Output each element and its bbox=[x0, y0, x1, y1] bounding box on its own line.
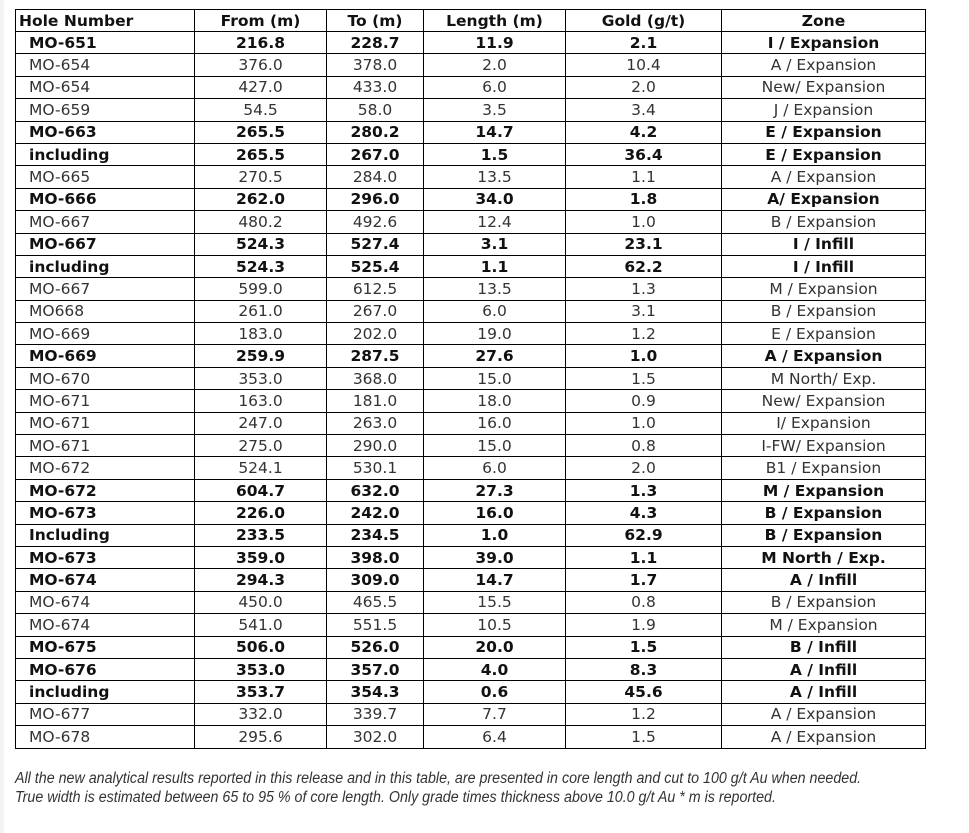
gold-cell: 1.1 bbox=[566, 546, 722, 568]
zone-cell: B / Expansion bbox=[722, 300, 926, 322]
gold-cell: 0.8 bbox=[566, 591, 722, 613]
length-cell: 27.6 bbox=[424, 345, 566, 367]
table-row bbox=[16, 614, 926, 636]
hole-number-cell: MO-665 bbox=[16, 166, 195, 188]
gold-cell: 23.1 bbox=[566, 233, 722, 255]
zone-cell: A / Expansion bbox=[722, 726, 926, 748]
from-cell: 524.1 bbox=[195, 457, 327, 479]
from-cell: 265.5 bbox=[195, 121, 327, 143]
to-cell: 525.4 bbox=[327, 255, 424, 277]
hole-number-cell: MO-651 bbox=[16, 32, 195, 54]
table-row bbox=[16, 546, 926, 568]
length-cell: 1.1 bbox=[424, 255, 566, 277]
gold-cell: 1.1 bbox=[566, 166, 722, 188]
to-cell: 632.0 bbox=[327, 479, 424, 501]
to-cell: 267.0 bbox=[327, 143, 424, 165]
table-row bbox=[16, 166, 926, 188]
hole-number-cell: Including bbox=[16, 524, 195, 546]
to-cell: 526.0 bbox=[327, 636, 424, 658]
to-cell: 284.0 bbox=[327, 166, 424, 188]
table-row bbox=[16, 390, 926, 412]
table-row bbox=[16, 188, 926, 210]
from-cell: 353.0 bbox=[195, 367, 327, 389]
to-cell: 551.5 bbox=[327, 614, 424, 636]
zone-cell: New/ Expansion bbox=[722, 390, 926, 412]
to-cell: 58.0 bbox=[327, 99, 424, 121]
zone-cell: A / Infill bbox=[722, 658, 926, 680]
to-cell: 202.0 bbox=[327, 323, 424, 345]
from-cell: 524.3 bbox=[195, 255, 327, 277]
zone-cell: I / Expansion bbox=[722, 32, 926, 54]
from-cell: 270.5 bbox=[195, 166, 327, 188]
hole-number-cell: including bbox=[16, 255, 195, 277]
zone-cell: B / Expansion bbox=[722, 502, 926, 524]
from-cell: 524.3 bbox=[195, 233, 327, 255]
zone-cell: J / Expansion bbox=[722, 99, 926, 121]
zone-cell: I/ Expansion bbox=[722, 412, 926, 434]
hole-number-cell: MO-669 bbox=[16, 323, 195, 345]
drill-results-table bbox=[15, 9, 926, 749]
hole-number-cell: MO-654 bbox=[16, 54, 195, 76]
to-cell: 181.0 bbox=[327, 390, 424, 412]
length-cell: 6.4 bbox=[424, 726, 566, 748]
from-cell: 295.6 bbox=[195, 726, 327, 748]
table-row bbox=[16, 479, 926, 501]
to-cell: 368.0 bbox=[327, 367, 424, 389]
table-row bbox=[16, 636, 926, 658]
hole-number-cell: MO-666 bbox=[16, 188, 195, 210]
zone-cell: B / Expansion bbox=[722, 524, 926, 546]
gold-cell: 2.0 bbox=[566, 76, 722, 98]
length-cell: 6.0 bbox=[424, 300, 566, 322]
zone-cell: E / Expansion bbox=[722, 143, 926, 165]
to-cell: 433.0 bbox=[327, 76, 424, 98]
table-row bbox=[16, 99, 926, 121]
table-row bbox=[16, 345, 926, 367]
from-cell: 450.0 bbox=[195, 591, 327, 613]
gold-cell: 1.7 bbox=[566, 569, 722, 591]
table-row bbox=[16, 524, 926, 546]
hole-number-cell: MO-676 bbox=[16, 658, 195, 680]
hole-number-cell: MO-670 bbox=[16, 367, 195, 389]
hole-number-cell: MO-671 bbox=[16, 390, 195, 412]
to-cell: 263.0 bbox=[327, 412, 424, 434]
zone-cell: B / Expansion bbox=[722, 591, 926, 613]
length-cell: 3.5 bbox=[424, 99, 566, 121]
from-cell: 216.8 bbox=[195, 32, 327, 54]
gold-cell: 4.2 bbox=[566, 121, 722, 143]
length-cell: 6.0 bbox=[424, 76, 566, 98]
to-cell: 492.6 bbox=[327, 211, 424, 233]
table-row bbox=[16, 367, 926, 389]
table-row bbox=[16, 726, 926, 748]
table-row bbox=[16, 233, 926, 255]
hole-number-cell: MO-674 bbox=[16, 614, 195, 636]
gold-cell: 3.4 bbox=[566, 99, 722, 121]
zone-cell: A / Expansion bbox=[722, 166, 926, 188]
gold-cell: 1.5 bbox=[566, 367, 722, 389]
to-cell: 378.0 bbox=[327, 54, 424, 76]
hole-number-cell: MO-671 bbox=[16, 435, 195, 457]
hole-number-cell: MO-673 bbox=[16, 546, 195, 568]
gold-cell: 3.1 bbox=[566, 300, 722, 322]
to-cell: 527.4 bbox=[327, 233, 424, 255]
table-row bbox=[16, 211, 926, 233]
hole-number-cell: MO-669 bbox=[16, 345, 195, 367]
zone-cell: A / Expansion bbox=[722, 345, 926, 367]
length-cell: 12.4 bbox=[424, 211, 566, 233]
to-cell: 280.2 bbox=[327, 121, 424, 143]
gold-cell: 1.8 bbox=[566, 188, 722, 210]
to-cell: 612.5 bbox=[327, 278, 424, 300]
header-hole-number: Hole Number bbox=[16, 10, 195, 32]
header-gold: Gold (g/t) bbox=[566, 10, 722, 32]
table-header-row bbox=[16, 10, 926, 32]
length-cell: 11.9 bbox=[424, 32, 566, 54]
zone-cell: M / Expansion bbox=[722, 479, 926, 501]
hole-number-cell: MO-672 bbox=[16, 479, 195, 501]
table-row bbox=[16, 300, 926, 322]
table-row bbox=[16, 658, 926, 680]
to-cell: 267.0 bbox=[327, 300, 424, 322]
zone-cell: A / Expansion bbox=[722, 703, 926, 725]
table-row bbox=[16, 435, 926, 457]
to-cell: 228.7 bbox=[327, 32, 424, 54]
table-row bbox=[16, 457, 926, 479]
gold-cell: 2.1 bbox=[566, 32, 722, 54]
length-cell: 39.0 bbox=[424, 546, 566, 568]
to-cell: 339.7 bbox=[327, 703, 424, 725]
header-zone: Zone bbox=[722, 10, 926, 32]
length-cell: 2.0 bbox=[424, 54, 566, 76]
table-row bbox=[16, 76, 926, 98]
length-cell: 1.0 bbox=[424, 524, 566, 546]
hole-number-cell: MO668 bbox=[16, 300, 195, 322]
hole-number-cell: MO-678 bbox=[16, 726, 195, 748]
header-from: From (m) bbox=[195, 10, 327, 32]
gold-cell: 62.2 bbox=[566, 255, 722, 277]
zone-cell: A / Expansion bbox=[722, 54, 926, 76]
gold-cell: 1.9 bbox=[566, 614, 722, 636]
from-cell: 353.7 bbox=[195, 681, 327, 703]
zone-cell: A / Infill bbox=[722, 569, 926, 591]
zone-cell: E / Expansion bbox=[722, 323, 926, 345]
gold-cell: 10.4 bbox=[566, 54, 722, 76]
hole-number-cell: MO-677 bbox=[16, 703, 195, 725]
length-cell: 19.0 bbox=[424, 323, 566, 345]
from-cell: 294.3 bbox=[195, 569, 327, 591]
to-cell: 296.0 bbox=[327, 188, 424, 210]
header-to: To (m) bbox=[327, 10, 424, 32]
from-cell: 226.0 bbox=[195, 502, 327, 524]
to-cell: 354.3 bbox=[327, 681, 424, 703]
from-cell: 183.0 bbox=[195, 323, 327, 345]
length-cell: 3.1 bbox=[424, 233, 566, 255]
to-cell: 234.5 bbox=[327, 524, 424, 546]
length-cell: 10.5 bbox=[424, 614, 566, 636]
from-cell: 233.5 bbox=[195, 524, 327, 546]
table-row bbox=[16, 121, 926, 143]
length-cell: 15.0 bbox=[424, 435, 566, 457]
to-cell: 290.0 bbox=[327, 435, 424, 457]
hole-number-cell: MO-667 bbox=[16, 278, 195, 300]
zone-cell: M / Expansion bbox=[722, 614, 926, 636]
from-cell: 376.0 bbox=[195, 54, 327, 76]
from-cell: 163.0 bbox=[195, 390, 327, 412]
gold-cell: 8.3 bbox=[566, 658, 722, 680]
table-body bbox=[16, 32, 926, 749]
from-cell: 54.5 bbox=[195, 99, 327, 121]
zone-cell: New/ Expansion bbox=[722, 76, 926, 98]
zone-cell: E / Expansion bbox=[722, 121, 926, 143]
length-cell: 13.5 bbox=[424, 278, 566, 300]
table-row bbox=[16, 323, 926, 345]
zone-cell: I / Infill bbox=[722, 233, 926, 255]
hole-number-cell: MO-672 bbox=[16, 457, 195, 479]
from-cell: 427.0 bbox=[195, 76, 327, 98]
from-cell: 599.0 bbox=[195, 278, 327, 300]
from-cell: 506.0 bbox=[195, 636, 327, 658]
table-row bbox=[16, 681, 926, 703]
gold-cell: 62.9 bbox=[566, 524, 722, 546]
zone-cell: A / Infill bbox=[722, 681, 926, 703]
length-cell: 6.0 bbox=[424, 457, 566, 479]
length-cell: 1.5 bbox=[424, 143, 566, 165]
length-cell: 0.6 bbox=[424, 681, 566, 703]
length-cell: 13.5 bbox=[424, 166, 566, 188]
from-cell: 247.0 bbox=[195, 412, 327, 434]
from-cell: 541.0 bbox=[195, 614, 327, 636]
length-cell: 4.0 bbox=[424, 658, 566, 680]
length-cell: 15.5 bbox=[424, 591, 566, 613]
hole-number-cell: MO-667 bbox=[16, 233, 195, 255]
length-cell: 14.7 bbox=[424, 569, 566, 591]
table-row bbox=[16, 54, 926, 76]
table-row bbox=[16, 502, 926, 524]
length-cell: 16.0 bbox=[424, 412, 566, 434]
hole-number-cell: MO-663 bbox=[16, 121, 195, 143]
hole-number-cell: MO-675 bbox=[16, 636, 195, 658]
zone-cell: M North/ Exp. bbox=[722, 367, 926, 389]
length-cell: 15.0 bbox=[424, 367, 566, 389]
gold-cell: 1.2 bbox=[566, 703, 722, 725]
zone-cell: B / Expansion bbox=[722, 211, 926, 233]
hole-number-cell: MO-673 bbox=[16, 502, 195, 524]
from-cell: 265.5 bbox=[195, 143, 327, 165]
from-cell: 259.9 bbox=[195, 345, 327, 367]
hole-number-cell: MO-674 bbox=[16, 569, 195, 591]
gold-cell: 0.9 bbox=[566, 390, 722, 412]
length-cell: 14.7 bbox=[424, 121, 566, 143]
table-row bbox=[16, 569, 926, 591]
from-cell: 332.0 bbox=[195, 703, 327, 725]
length-cell: 20.0 bbox=[424, 636, 566, 658]
hole-number-cell: MO-667 bbox=[16, 211, 195, 233]
footnote: All the new analytical results reported in this release and in this table, are presented in core length and cut to 100 g/t Au when needed. True width is estimated between 65 to 95 % of core length. Only grade times thickness above 10.0 g/t Au * m is reported. bbox=[15, 770, 862, 806]
length-cell: 18.0 bbox=[424, 390, 566, 412]
from-cell: 261.0 bbox=[195, 300, 327, 322]
to-cell: 465.5 bbox=[327, 591, 424, 613]
from-cell: 604.7 bbox=[195, 479, 327, 501]
gold-cell: 1.2 bbox=[566, 323, 722, 345]
to-cell: 398.0 bbox=[327, 546, 424, 568]
gold-cell: 45.6 bbox=[566, 681, 722, 703]
zone-cell: M / Expansion bbox=[722, 278, 926, 300]
table-row bbox=[16, 32, 926, 54]
length-cell: 27.3 bbox=[424, 479, 566, 501]
table-row bbox=[16, 255, 926, 277]
to-cell: 242.0 bbox=[327, 502, 424, 524]
length-cell: 34.0 bbox=[424, 188, 566, 210]
gold-cell: 0.8 bbox=[566, 435, 722, 457]
gold-cell: 2.0 bbox=[566, 457, 722, 479]
to-cell: 309.0 bbox=[327, 569, 424, 591]
zone-cell: A/ Expansion bbox=[722, 188, 926, 210]
gold-cell: 1.3 bbox=[566, 278, 722, 300]
from-cell: 359.0 bbox=[195, 546, 327, 568]
zone-cell: B / Infill bbox=[722, 636, 926, 658]
header-length: Length (m) bbox=[424, 10, 566, 32]
table-row bbox=[16, 143, 926, 165]
gold-cell: 1.5 bbox=[566, 636, 722, 658]
gold-cell: 36.4 bbox=[566, 143, 722, 165]
to-cell: 357.0 bbox=[327, 658, 424, 680]
from-cell: 262.0 bbox=[195, 188, 327, 210]
from-cell: 353.0 bbox=[195, 658, 327, 680]
hole-number-cell: MO-654 bbox=[16, 76, 195, 98]
from-cell: 480.2 bbox=[195, 211, 327, 233]
gold-cell: 1.0 bbox=[566, 412, 722, 434]
to-cell: 302.0 bbox=[327, 726, 424, 748]
hole-number-cell: including bbox=[16, 143, 195, 165]
table-row bbox=[16, 703, 926, 725]
to-cell: 287.5 bbox=[327, 345, 424, 367]
page-left-border bbox=[0, 0, 4, 833]
zone-cell: B1 / Expansion bbox=[722, 457, 926, 479]
zone-cell: I / Infill bbox=[722, 255, 926, 277]
gold-cell: 1.5 bbox=[566, 726, 722, 748]
table-row bbox=[16, 412, 926, 434]
hole-number-cell: including bbox=[16, 681, 195, 703]
length-cell: 7.7 bbox=[424, 703, 566, 725]
hole-number-cell: MO-671 bbox=[16, 412, 195, 434]
hole-number-cell: MO-659 bbox=[16, 99, 195, 121]
to-cell: 530.1 bbox=[327, 457, 424, 479]
zone-cell: M North / Exp. bbox=[722, 546, 926, 568]
gold-cell: 1.0 bbox=[566, 345, 722, 367]
length-cell: 16.0 bbox=[424, 502, 566, 524]
gold-cell: 1.0 bbox=[566, 211, 722, 233]
from-cell: 275.0 bbox=[195, 435, 327, 457]
gold-cell: 1.3 bbox=[566, 479, 722, 501]
hole-number-cell: MO-674 bbox=[16, 591, 195, 613]
gold-cell: 4.3 bbox=[566, 502, 722, 524]
zone-cell: I-FW/ Expansion bbox=[722, 435, 926, 457]
table-row bbox=[16, 591, 926, 613]
table-row bbox=[16, 278, 926, 300]
